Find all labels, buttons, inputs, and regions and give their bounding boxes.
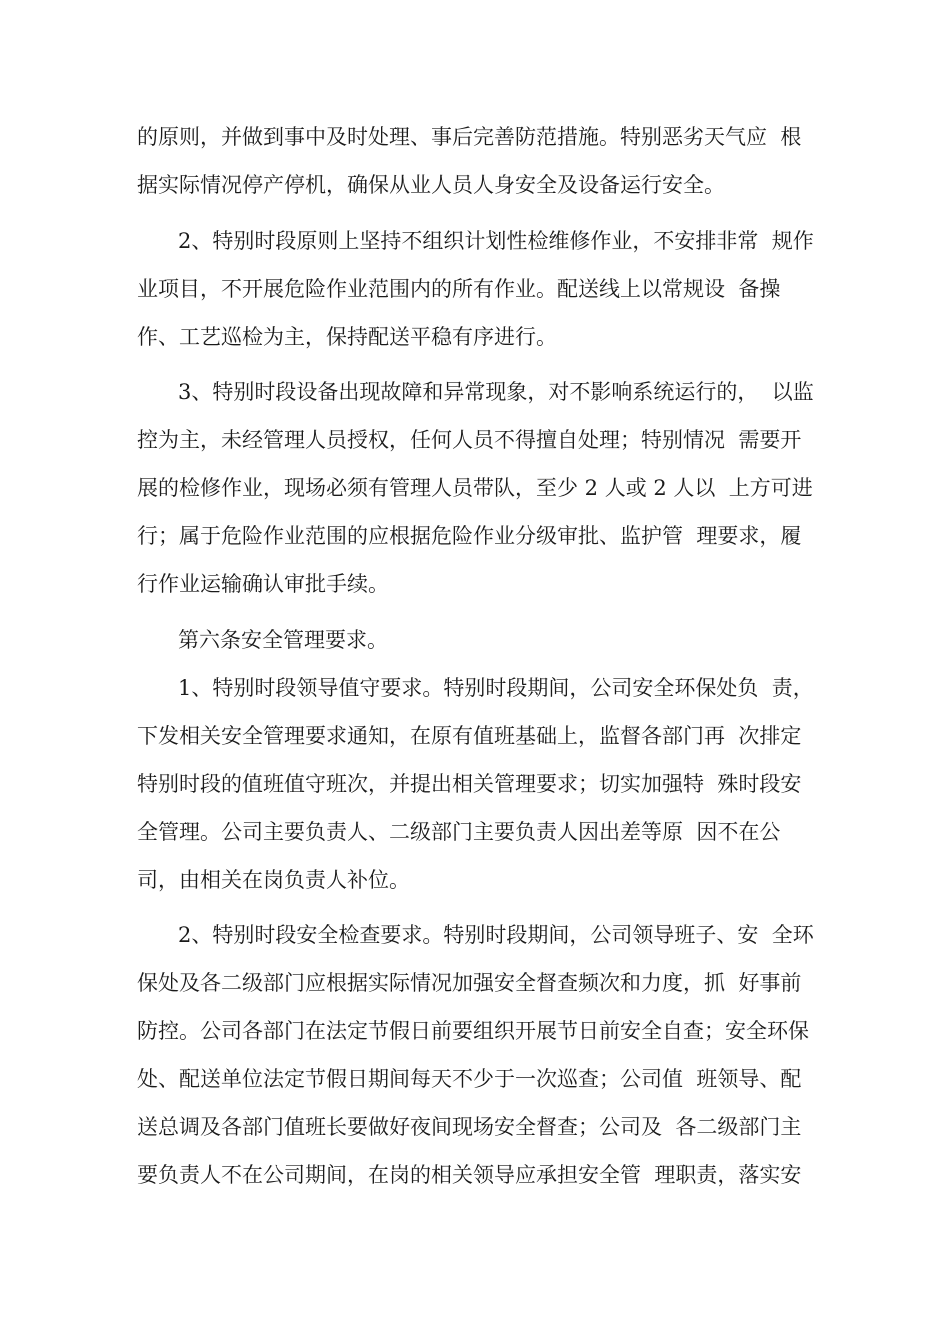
text-line: 处、配送单位法定节假日期间每天不少于一次巡查；公司值 班领导、配: [137, 1067, 802, 1091]
text-line: 展的检修作业，现场必须有管理人员带队，至少 2 人或 2 人以 上方可进: [137, 476, 813, 500]
text-line: 2、特别时段安全检查要求。特别时段期间，公司领导班子、安 全环: [178, 923, 814, 947]
text-line: 业项目，不开展危险作业范围内的所有作业。配送线上以常规设 备操: [137, 277, 781, 301]
text-line: 送总调及各部门值班长要做好夜间现场安全督查；公司及 各二级部门主: [137, 1115, 802, 1139]
text-line: 据实际情况停产停机，确保从业人员人身安全及设备运行安全。: [137, 173, 725, 197]
text-line: 下发相关安全管理要求通知，在原有值班基础上，监督各部门再 次排定: [137, 724, 802, 748]
section-heading: 第六条安全管理要求。: [178, 628, 388, 652]
text-line: 作、工艺巡检为主，保持配送平稳有序进行。: [137, 325, 557, 349]
text-line: 2、特别时段原则上坚持不组织计划性检维修作业，不安排非常 规作: [178, 229, 814, 253]
text-line: 特别时段的值班值守班次，并提出相关管理要求；切实加强特 殊时段安: [137, 772, 802, 796]
text-line: 的原则，并做到事中及时处理、事后完善防范措施。特别恶劣天气应 根: [137, 125, 802, 149]
text-line: 行作业运输确认审批手续。: [137, 572, 389, 596]
text-line: 保处及各二级部门应根据实际情况加强安全督查频次和力度，抓 好事前: [137, 971, 802, 995]
text-line: 要负责人不在公司期间，在岗的相关领导应承担安全管 理职责，落实安: [137, 1163, 802, 1187]
text-line: 全管理。公司主要负责人、二级部门主要负责人因出差等原 因不在公: [137, 820, 781, 844]
text-line: 控为主，未经管理人员授权，任何人员不得擅自处理；特别情况 需要开: [137, 428, 802, 452]
text-line: 防控。公司各部门在法定节假日前要组织开展节日前安全自查；安全环保: [137, 1019, 809, 1043]
text-line: 1、特别时段领导值守要求。特别时段期间，公司安全环保处负 责，: [178, 676, 814, 700]
text-line: 3、特别时段设备出现故障和异常现象，对不影响系统运行的， 以监: [178, 380, 814, 404]
text-line: 司，由相关在岗负责人补位。: [137, 868, 410, 892]
text-line: 行；属于危险作业范围的应根据危险作业分级审批、监护管 理要求，履: [137, 524, 802, 548]
